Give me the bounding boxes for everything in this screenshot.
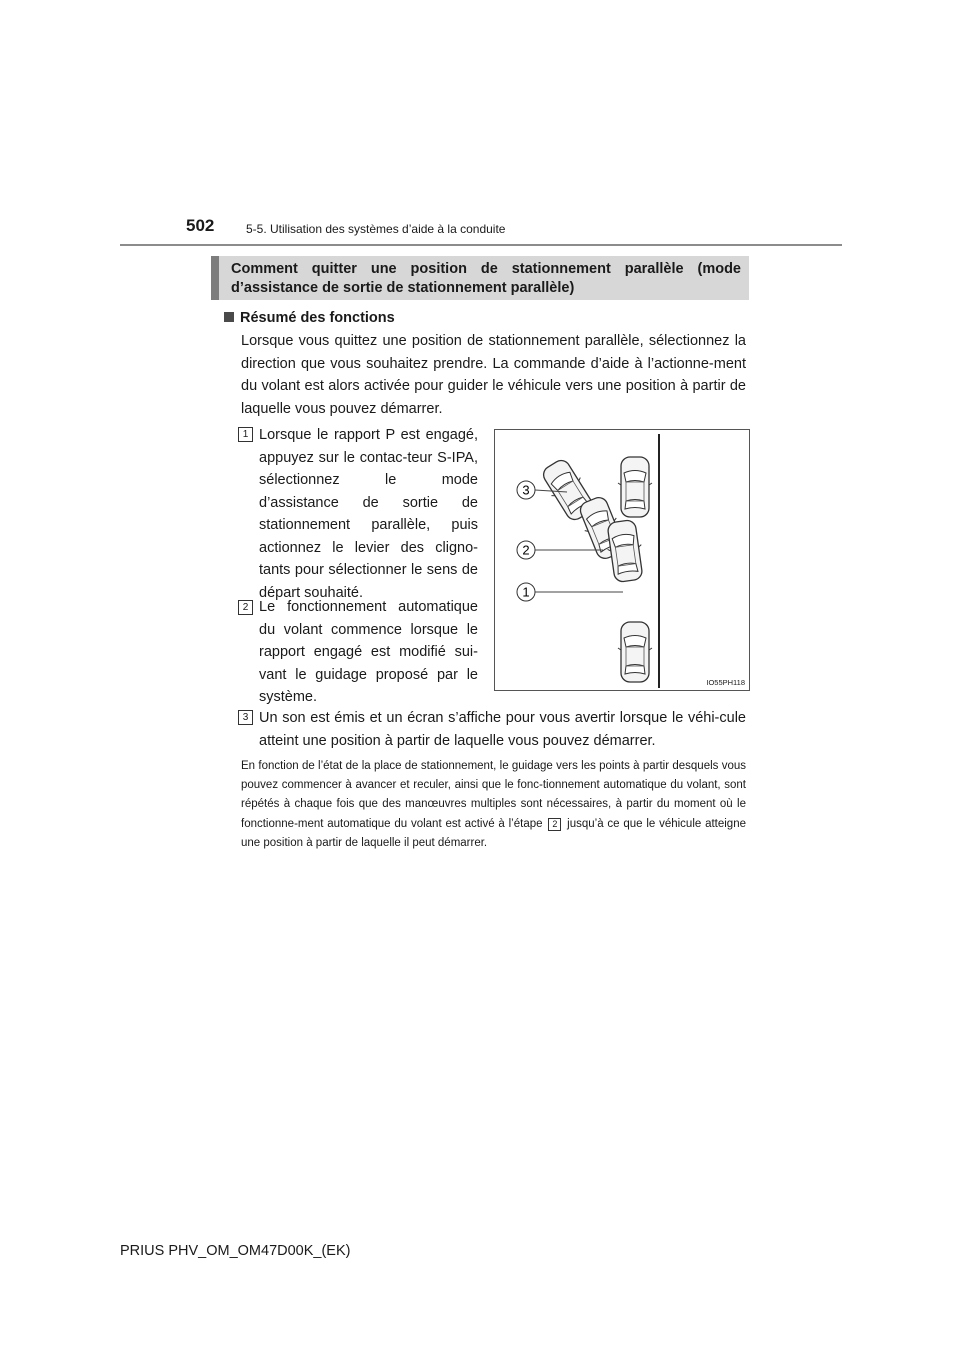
note-text <box>241 757 746 853</box>
header-rule <box>120 244 842 246</box>
callout-label-2: 2 <box>522 542 530 558</box>
parked-car-rear <box>618 622 652 682</box>
footer-doc-id: PRIUS PHV_OM_OM47D00K_(EK) <box>120 1243 351 1259</box>
note-text-after: jusqu’à ce que le véhicule atteigne une position à partir de laquelle il peut démarrer. <box>241 817 746 849</box>
parked-car-front <box>618 457 652 517</box>
square-bullet-icon <box>224 312 234 322</box>
note-text-before: En fonction de l’état de la place de stationnement, le guidage vers les points à partir desquels vous pouvez commencer à avancer et reculer, ainsi que le fonc-tionnement automatique du volant, sont répétés à chaque fois que des manœuvres multiples sont nécessaires, à partir du moment où le fonctionne-ment automatique du volant est activé à l’étape <box>241 760 746 830</box>
car-position-1 <box>604 519 646 583</box>
step-1-text: Lorsque le rapport P est engagé, appuyez sur le contac-teur S-IPA, sélectionnez le mode d’assistance de sortie de stationnement parallèle, puis actionnez le levier des cligno-tants pour sélectionner le sens de départ souhaité. <box>259 427 478 601</box>
note-step-ref-badge: 2 <box>548 818 561 831</box>
parking-figure <box>494 429 750 691</box>
summary-heading-text: Résumé des fonctions <box>240 310 395 326</box>
callout-label-3: 3 <box>522 482 530 498</box>
page-number: 502 <box>186 216 215 235</box>
summary-heading <box>224 310 395 326</box>
step-badge-2: 2 <box>238 600 253 615</box>
step-badge-3: 3 <box>238 710 253 725</box>
chapter-title: 5-5. Utilisation des systèmes d’aide à la conduite <box>246 222 506 236</box>
section-title: Comment quitter une position de stationnement parallèle (mode d’assistance de sortie de stationnement parallèle) <box>231 261 741 296</box>
section-box <box>211 256 749 300</box>
callout-label-1: 1 <box>522 584 530 600</box>
figure-code: IO55PH118 <box>706 678 745 687</box>
summary-intro: Lorsque vous quittez une position de stationnement parallèle, sélectionnez la direction que vous souhaitez prendre. La commande d’aide à l’actionne-ment du volant est alors activée pour guider le véhicule vers une position à partir de laquelle vous pouvez démarrer. <box>241 333 746 417</box>
step-3-text: Un son est émis et un écran s’affiche pour vous avertir lorsque le véhi-cule atteint une position à partir de laquelle vous pouvez démarrer. <box>259 710 746 749</box>
step-2-text: Le fonctionnement automatique du volant commence lorsque le rapport engagé est modifié sui-vant le guidage proposé par le système. <box>259 599 478 705</box>
step-badge-1: 1 <box>238 427 253 442</box>
parking-illustration <box>495 430 749 690</box>
